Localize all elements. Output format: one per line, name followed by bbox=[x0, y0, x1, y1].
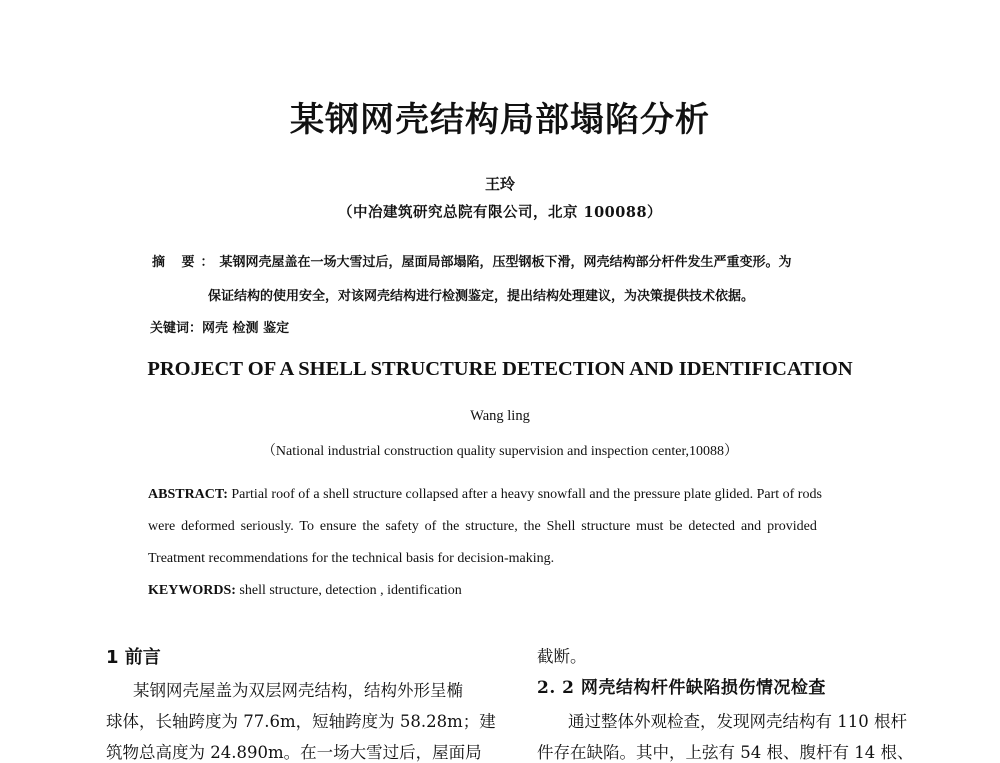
keywords-cn bbox=[150, 317, 289, 336]
author-cn: 王玲 bbox=[484, 175, 515, 193]
section-1-heading: 1 前言 bbox=[106, 647, 161, 668]
abstract-en-line2: were deformed seriously. To ensure the safety of the structure, the Shell structure must be detected and provided bbox=[148, 519, 817, 534]
affiliation-en: （National industrial construction quality supervision and inspection center,10088） bbox=[261, 444, 739, 459]
abstract-en-line1 bbox=[148, 487, 822, 503]
abstract-en-text1: Partial roof of a shell structure collapsed after a heavy snowfall and the pressure plate glided. Part of rods bbox=[231, 487, 822, 502]
keywords-cn-label: 关键词： bbox=[150, 321, 203, 336]
author-en: Wang ling bbox=[470, 408, 530, 424]
paper-title-en: PROJECT OF A SHELL STRUCTURE DETECTION AND IDENTIFICATION bbox=[147, 358, 853, 380]
right-column-line2: 件存在缺陷。其中，上弦有 54 根、腹杆有 14 根、 bbox=[537, 743, 914, 762]
abstract-en-line3: Treatment recommendations for the technical basis for decision-making. bbox=[148, 551, 555, 566]
abstract-cn-label: 摘 要： bbox=[152, 255, 220, 270]
abstract-en-label: ABSTRACT: bbox=[148, 487, 228, 502]
left-column-line3: 筑物总高度为 24.890m。在一场大雪过后，屋面局 bbox=[106, 743, 482, 762]
abstract-cn-text1: 某钢网壳屋盖在一场大雪过后，屋面局部塌陷，压型钢板下滑，网壳结构部分杆件发生严重变形。为 bbox=[219, 255, 792, 270]
keywords-en-text: shell structure, detection , identification bbox=[239, 583, 462, 598]
paper-title-cn: 某钢网壳结构局部塌陷分析 bbox=[290, 100, 710, 140]
keywords-en bbox=[148, 583, 462, 599]
right-column-line0: 截断。 bbox=[537, 647, 587, 666]
abstract-cn-line2: 保证结构的使用安全，对该网壳结构进行检测鉴定，提出结构处理建议，为决策提供技术依据。 bbox=[208, 289, 755, 304]
left-column-line2: 球体，长轴跨度为 77.6m，短轴跨度为 58.28m；建 bbox=[106, 712, 496, 731]
keywords-cn-text: 网壳 检测 鉴定 bbox=[202, 321, 290, 336]
keywords-en-label: KEYWORDS: bbox=[148, 583, 236, 598]
abstract-cn-line1 bbox=[152, 251, 792, 270]
section-2-2-heading: 2. 2 网壳结构杆件缺陷损伤情况检查 bbox=[537, 678, 826, 698]
affiliation-cn: （中冶建筑研究总院有限公司，北京 100088） bbox=[337, 204, 663, 221]
left-column-line1: 某钢网壳屋盖为双层网壳结构，结构外形呈椭 bbox=[133, 681, 463, 700]
right-column-line1: 通过整体外观检查，发现网壳结构有 110 根杆 bbox=[568, 712, 907, 731]
